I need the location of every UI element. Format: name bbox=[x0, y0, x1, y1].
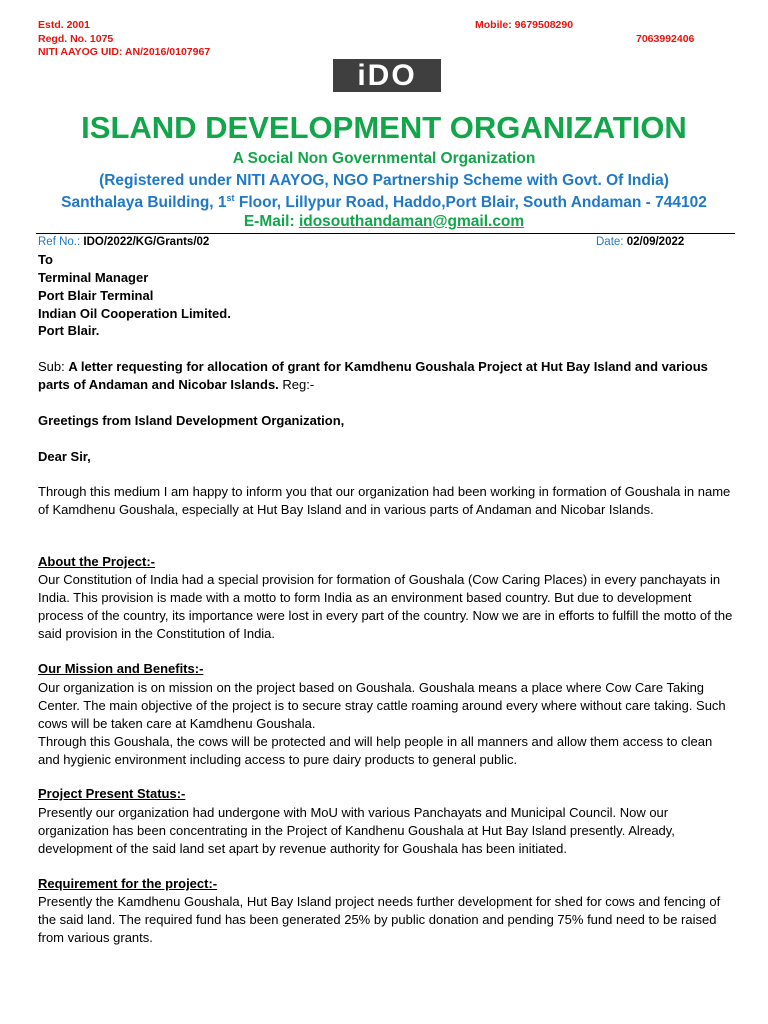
mission-paragraph-1: Our organization is on mission on the project based on Goushala. Goushala means a place where Cow Care Taking Center. The main objective of the project is to secure stray cattle roaming around every where without care taking. Such cows will be taken care at Kamdhenu Goushala. bbox=[38, 680, 726, 731]
established-year: Estd. 2001 bbox=[38, 19, 90, 31]
subject-text: A letter requesting for allocation of grant for Kamdhenu Goushala Project at Hut Bay Island and various parts of Andaman and Nicobar Islands. bbox=[38, 359, 708, 392]
recipient-title: Terminal Manager bbox=[38, 270, 149, 285]
date-value: 02/09/2022 bbox=[626, 236, 685, 248]
ido-logo: iDO bbox=[333, 59, 441, 92]
letter-date bbox=[596, 236, 684, 248]
recipient-company: Indian Oil Cooperation Limited. bbox=[38, 306, 231, 321]
niti-aayog-uid: NITI AAYOG UID: AN/2016/0107967 bbox=[38, 46, 211, 58]
email-line bbox=[0, 213, 768, 231]
salutation: Dear Sir, bbox=[38, 449, 91, 464]
address-superscript: st bbox=[226, 193, 235, 203]
intro-paragraph: Through this medium I am happy to inform you that our organization had been working in formation of Goushala in name of Kamdhenu Goushala, especially at Hut Bay Island and in various parts of Andaman and Nicobar Islands. bbox=[38, 484, 731, 517]
mobile-number-1: Mobile: 9679508290 bbox=[475, 19, 574, 31]
organization-tagline: A Social Non Governmental Organization bbox=[232, 150, 536, 167]
registration-number: Regd. No. 1075 bbox=[38, 33, 114, 45]
subject-label: Sub: bbox=[38, 359, 65, 374]
date-label: Date: bbox=[596, 236, 624, 248]
greeting: Greetings from Island Development Organization, bbox=[38, 413, 345, 428]
ref-label: Ref No.: bbox=[38, 236, 81, 248]
status-paragraph: Presently our organization had undergone with MoU with various Panchayats and Municipal Council. Now our organization has been concentrating in the Project of Kandhenu Goushala at Hut Bay Island presently. Already, development of the said land set apart by revenue authority for Goushala has been initiated. bbox=[38, 805, 675, 856]
recipient-to: To bbox=[38, 252, 53, 267]
requirement-heading: Requirement for the project:- bbox=[38, 876, 218, 891]
address-part: Floor, Lillypur Road, Haddo,Port Blair, South Andaman - 744102 bbox=[234, 194, 707, 212]
header-divider bbox=[36, 233, 735, 234]
recipient-office: Port Blair Terminal bbox=[38, 288, 154, 303]
registration-statement: (Registered under NITI AAYOG, NGO Partnership Scheme with Govt. Of India) bbox=[99, 172, 669, 189]
email-link[interactable]: idosouthandaman@gmail.com bbox=[298, 213, 525, 230]
organization-address bbox=[0, 193, 768, 212]
organization-name: ISLAND DEVELOPMENT ORGANIZATION bbox=[81, 110, 687, 145]
mobile-number-2: 7063992406 bbox=[636, 33, 695, 45]
mission-paragraph-2: Through this Goushala, the cows will be protected and will help people in all manners and allow them access to clean and hygienic environment including access to pure dairy products to general public. bbox=[38, 734, 713, 767]
recipient-city: Port Blair. bbox=[38, 323, 100, 338]
address-part: Santhalaya Building, 1 bbox=[61, 194, 227, 212]
about-heading: About the Project:- bbox=[38, 554, 155, 569]
subject-reg: Reg:- bbox=[282, 377, 315, 392]
email-label: E-Mail: bbox=[243, 213, 299, 230]
requirement-paragraph: Presently the Kamdhenu Goushala, Hut Bay Island project needs further development for shed for cows and fencing of the said land. The required fund has been generated 25% by public donation and pending 75% fund need to be raised from various grants. bbox=[38, 894, 721, 945]
ref-value: IDO/2022/KG/Grants/02 bbox=[83, 236, 210, 248]
status-heading: Project Present Status:- bbox=[38, 786, 186, 801]
mission-heading: Our Mission and Benefits:- bbox=[38, 661, 204, 676]
about-paragraph: Our Constitution of India had a special provision for formation of Goushala (Cow Caring Places) in every panchayats in India. This provision is made with a motto to form India as an environment based country. But due to development process of the country, its importance were lost in every part of the country. Now we are in efforts to fulfill the motto of the said provision in the Constitution of India. bbox=[38, 572, 733, 641]
subject-line bbox=[38, 358, 736, 394]
reference-number bbox=[38, 236, 209, 248]
